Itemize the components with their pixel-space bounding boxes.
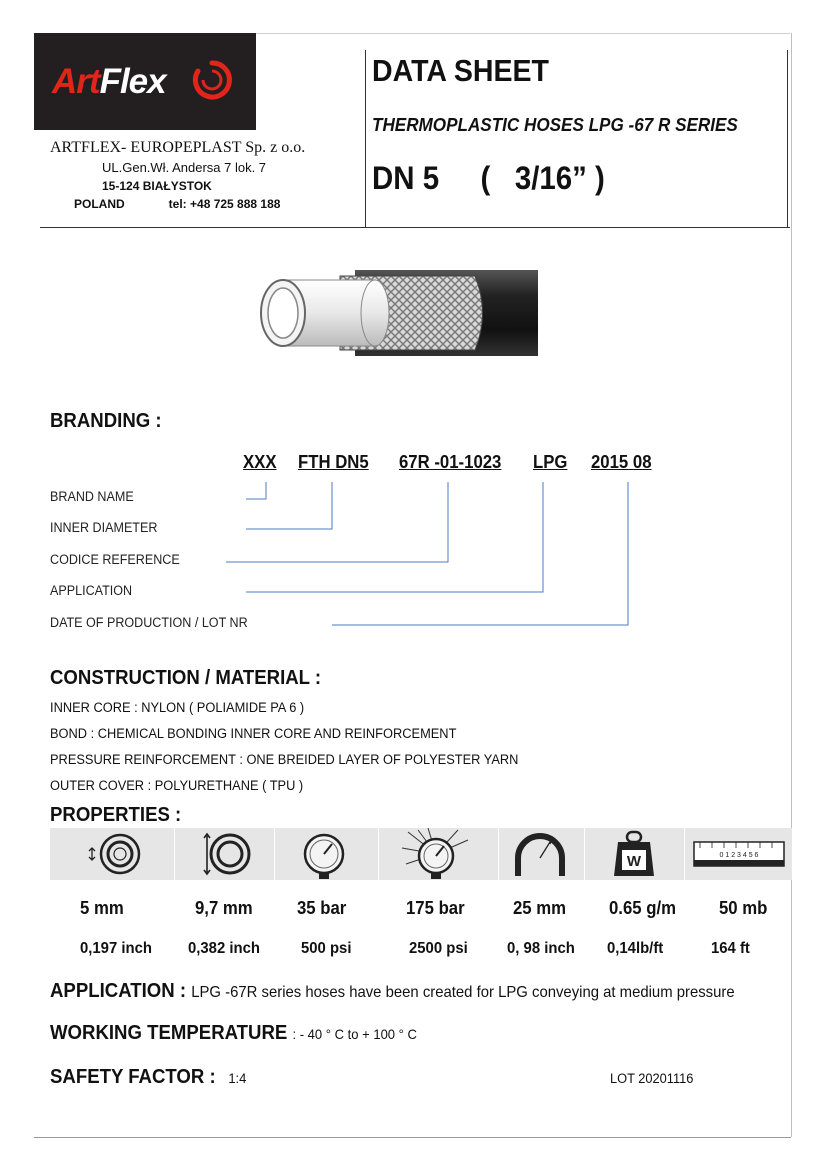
branding-code-application: LPG bbox=[533, 452, 568, 472]
safety-section bbox=[50, 1066, 246, 1089]
connector-application bbox=[246, 482, 543, 592]
safety-heading: SAFETY FACTOR : bbox=[50, 1066, 216, 1088]
prop-inner-diameter-inch: 0,197 inch bbox=[80, 940, 152, 957]
connector-brand bbox=[246, 482, 266, 499]
weight-icon-cell bbox=[584, 828, 685, 880]
connector-date bbox=[332, 482, 628, 625]
prop-working-pressure-bar: 35 bar bbox=[297, 898, 347, 918]
branding-heading: BRANDING : bbox=[50, 410, 162, 432]
temperature-text: : - 40 ° C to + 100 ° C bbox=[292, 1026, 417, 1042]
construction-bond: BOND : CHEMICAL BONDING INNER CORE AND REINFORCEMENT bbox=[50, 726, 457, 741]
prop-inner-diameter-mm: 5 mm bbox=[80, 898, 124, 918]
page-title: DATA SHEET bbox=[372, 53, 549, 88]
application-heading: APPLICATION : bbox=[50, 980, 187, 1002]
length-icon-cell bbox=[684, 828, 792, 880]
prop-length-mb: 50 mb bbox=[719, 898, 768, 918]
construction-inner-core: INNER CORE : NYLON ( POLIAMIDE PA 6 ) bbox=[50, 700, 305, 715]
frame-bottom-border bbox=[34, 1137, 791, 1138]
working-pressure-icon bbox=[274, 828, 378, 880]
working-pressure-icon-cell bbox=[274, 828, 379, 880]
application-text: LPG -67R series hoses have been created for LPG conveying at medium pressure bbox=[191, 984, 735, 1001]
properties-icon-strip bbox=[50, 828, 792, 880]
company-country-phone: POLAND tel: +48 725 888 188 bbox=[74, 197, 281, 211]
outer-diameter-icon bbox=[174, 828, 274, 880]
prop-working-pressure-psi: 500 psi bbox=[301, 940, 352, 957]
construction-heading: CONSTRUCTION / MATERIAL : bbox=[50, 667, 322, 689]
weight-icon bbox=[584, 828, 684, 880]
burst-pressure-icon bbox=[378, 828, 498, 880]
company-street: UL.Gen.Wł. Andersa 7 lok. 7 bbox=[102, 160, 267, 175]
length-icon bbox=[684, 828, 792, 880]
branding-code-brand: XXX bbox=[243, 452, 277, 472]
prop-bend-radius-inch: 0, 98 inch bbox=[507, 940, 575, 957]
weight-letter: W bbox=[626, 853, 642, 870]
prop-bend-radius-mm: 25 mm bbox=[513, 898, 567, 918]
temperature-heading: WORKING TEMPERATURE bbox=[50, 1022, 288, 1044]
properties-heading: PROPERTIES : bbox=[50, 804, 182, 826]
connector-reference bbox=[226, 482, 448, 562]
company-city: 15-124 BIAŁYSTOK bbox=[102, 179, 212, 193]
prop-burst-pressure-bar: 175 bar bbox=[406, 898, 465, 918]
prop-weight-lbft: 0,14lb/ft bbox=[607, 940, 664, 957]
construction-reinforcement: PRESSURE REINFORCEMENT : ONE BREIDED LAYER OF POLYESTER YARN bbox=[50, 752, 519, 767]
inner-diameter-icon-cell bbox=[50, 828, 175, 880]
company-phone: tel: +48 725 888 188 bbox=[168, 197, 281, 211]
nominal-diameter: DN 5 ( 3/16” ) bbox=[372, 160, 605, 196]
label-inner-diameter: INNER DIAMETER bbox=[50, 520, 158, 535]
label-date-lot: DATE OF PRODUCTION / LOT NR bbox=[50, 615, 248, 630]
outer-diameter-icon-cell bbox=[174, 828, 275, 880]
bend-radius-icon-cell bbox=[498, 828, 585, 880]
product-series: THERMOPLASTIC HOSES LPG -67 R SERIES bbox=[372, 115, 738, 135]
burst-pressure-icon-cell bbox=[378, 828, 499, 880]
prop-outer-diameter-inch: 0,382 inch bbox=[188, 940, 260, 957]
prop-outer-diameter-mm: 9,7 mm bbox=[195, 898, 253, 918]
branding-code-reference: 67R -01-1023 bbox=[399, 452, 502, 472]
temperature-section bbox=[50, 1022, 417, 1045]
label-codice-reference: CODICE REFERENCE bbox=[50, 552, 180, 567]
logo-wordmark: ArtFlex bbox=[52, 62, 166, 101]
inner-diameter-icon bbox=[50, 828, 174, 880]
safety-factor-value: 1:4 bbox=[228, 1070, 247, 1086]
prop-burst-pressure-psi: 2500 psi bbox=[409, 940, 468, 957]
ruler-scale-text: 0 1 2 3 4 5 6 bbox=[719, 852, 759, 859]
connector-diameter bbox=[246, 482, 332, 529]
label-application: APPLICATION bbox=[50, 583, 133, 598]
application-section bbox=[50, 980, 735, 1003]
prop-length-ft: 164 ft bbox=[711, 940, 750, 957]
label-brand-name: BRAND NAME bbox=[50, 489, 134, 504]
company-name: ARTFLEX- EUROPEPLAST Sp. z o.o. bbox=[50, 139, 306, 156]
bend-radius-icon bbox=[498, 828, 584, 880]
lot-number: LOT 20201116 bbox=[610, 1071, 694, 1086]
construction-outer-cover: OUTER COVER : POLYURETHANE ( TPU ) bbox=[50, 778, 304, 793]
branding-code-date: 2015 08 bbox=[591, 452, 652, 472]
branding-code-diameter: FTH DN5 bbox=[298, 452, 369, 472]
prop-weight-gm: 0.65 g/m bbox=[609, 898, 677, 918]
